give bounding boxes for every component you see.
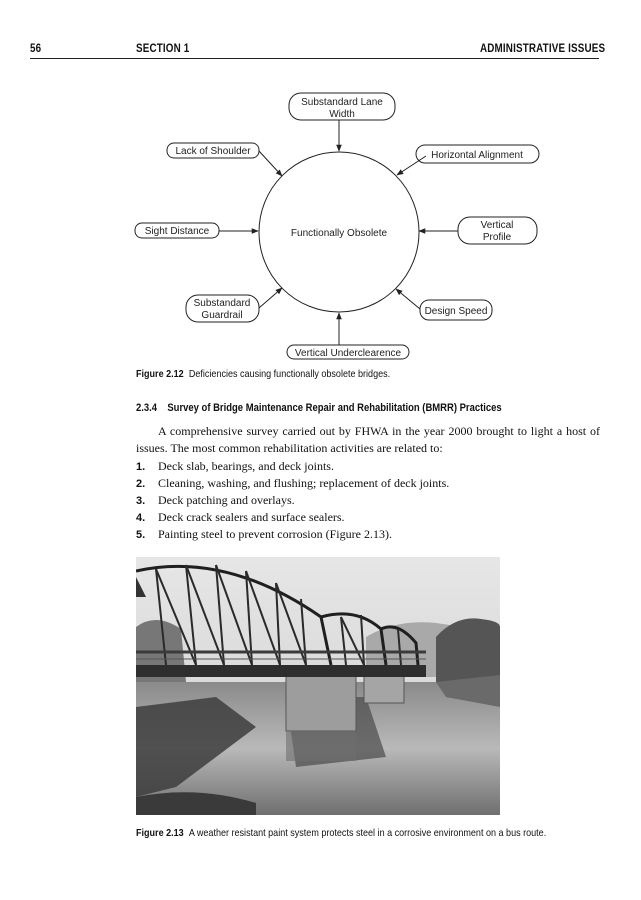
node-bottom-label: Vertical Underclearence	[294, 348, 402, 359]
node-right-line2: Profile	[482, 232, 512, 243]
node-top-left-label: Lack of Shoulder	[175, 146, 251, 157]
list-item: 3. Deck patching and overlays.	[136, 493, 295, 507]
figure-2-12-caption	[136, 368, 390, 380]
section-number: 2.3.4	[136, 402, 158, 414]
body-paragraph: A comprehensive survey carried out by FHWA in the year 2000 brought to light a host of issues. The most common rehabilitation activities are related to:	[136, 424, 600, 455]
center-label: Functionally Obsolete	[290, 228, 388, 239]
section-label: SECTION 1	[136, 41, 190, 55]
list-item: 2. Cleaning, washing, and flushing; replacement of deck joints.	[136, 476, 450, 490]
arrow-top-left	[259, 151, 282, 176]
figure-2-12-text: Deficiencies causing functionally obsolete bridges.	[188, 368, 391, 380]
deficiency-diagram	[0, 0, 641, 370]
node-right-line1: Vertical	[480, 220, 514, 231]
bridge-photo	[136, 557, 500, 815]
node-bottom-right-label: Design Speed	[424, 306, 488, 317]
section-title: Survey of Bridge Maintenance Repair and Rehabilitation (BMRR) Practices	[167, 402, 502, 414]
figure-2-12-label: Figure 2.12	[136, 368, 184, 380]
node-bottom-left-line1: Substandard	[193, 298, 251, 309]
node-top-right-label: Horizontal Alignment	[431, 150, 523, 161]
figure-2-13-caption	[136, 827, 546, 839]
list-item: 5. Painting steel to prevent corrosion (Figure 2.13).	[136, 527, 392, 541]
figure-2-13-text: A weather resistant paint system protects steel in a corrosive environment on a bus route.	[188, 827, 547, 839]
node-bottom-left-line2: Guardrail	[201, 310, 243, 321]
running-title: ADMINISTRATIVE ISSUES	[480, 41, 606, 55]
node-top-line2: Width	[329, 109, 355, 120]
activity-list	[136, 458, 449, 543]
node-left-label: Sight Distance	[144, 226, 210, 237]
arrow-top-right	[397, 156, 426, 175]
arrow-bottom-left	[259, 288, 282, 308]
figure-2-13-label: Figure 2.13	[136, 827, 184, 839]
bridge-photo-illustration	[136, 557, 500, 815]
list-item: 4. Deck crack sealers and surface sealers.	[136, 510, 345, 524]
list-item: 1. Deck slab, bearings, and deck joints.	[136, 459, 334, 473]
page-number: 56	[30, 41, 42, 55]
section-heading	[136, 402, 502, 414]
node-top-line1: Substandard Lane	[301, 97, 383, 108]
arrow-bottom-right	[396, 289, 420, 309]
